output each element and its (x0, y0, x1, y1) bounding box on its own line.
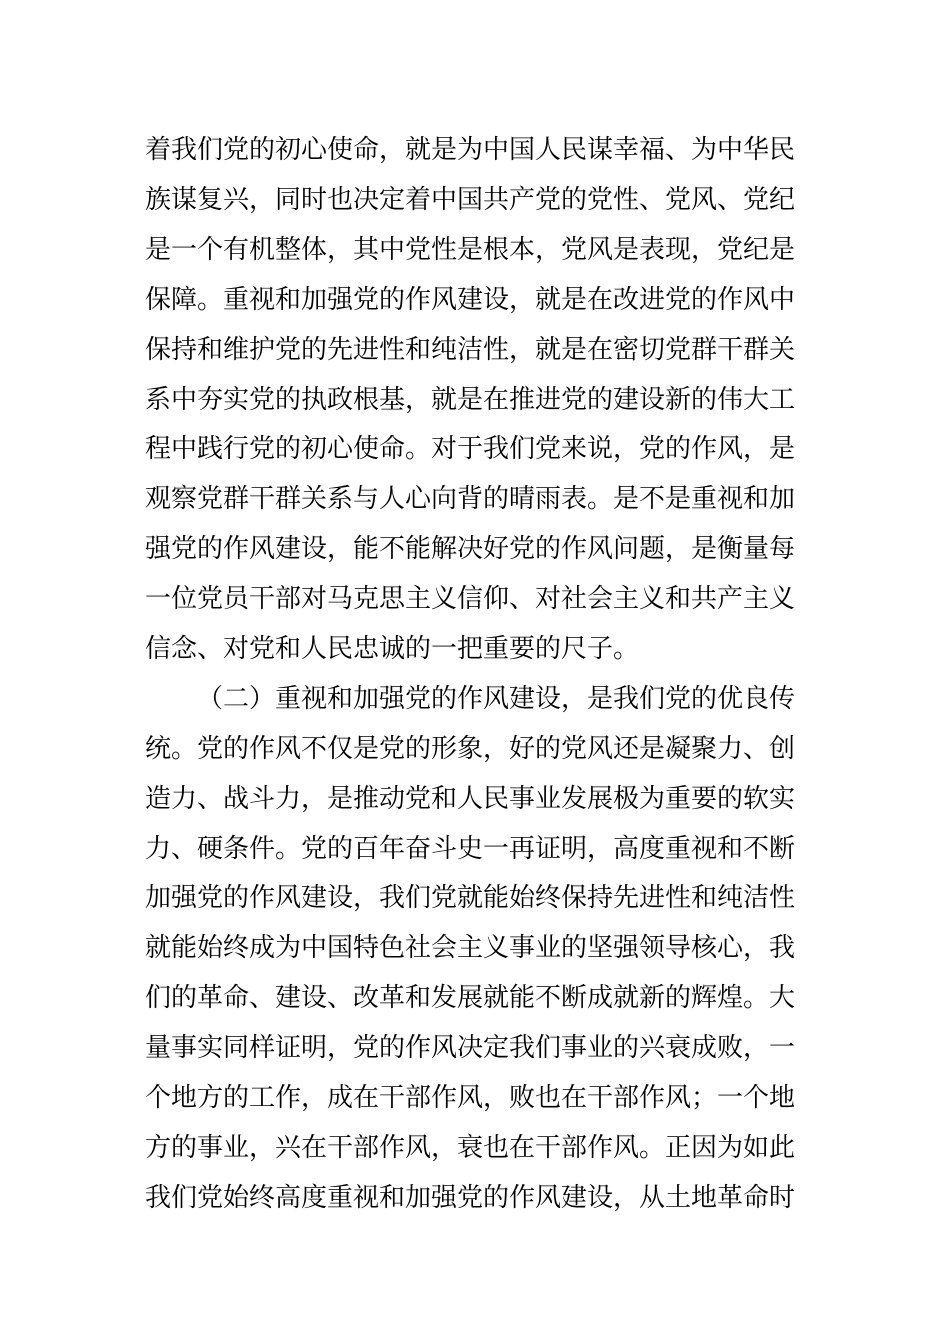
paragraph-line: 系中夯实党的执政根基，就是在推进党的建设新的伟大工 (145, 385, 796, 415)
paragraph-line: 力、硬条件。党的百年奋斗史一再证明，高度重视和不断 (145, 834, 796, 864)
paragraph-line: 就能始终成为中国特色社会主义事业的坚强领导核心，我 (145, 933, 796, 963)
paragraph-line: 程中践行党的初心使命。对于我们党来说，党的作风，是 (145, 434, 796, 464)
paragraph-line: 族谋复兴，同时也决定着中国共产党的党性、党风、党纪 (145, 185, 796, 215)
paragraph-line: （二）重视和加强党的作风建设，是我们党的优良传 (197, 684, 796, 714)
paragraph-line: 们的革命、建设、改革和发展就能不断成就新的辉煌。大 (145, 983, 796, 1013)
paragraph-line: 是一个有机整体，其中党性是根本，党风是表现，党纪是 (145, 235, 796, 265)
paragraph-line: 着我们党的初心使命，就是为中国人民谋幸福、为中华民 (145, 135, 796, 165)
paragraph-line: 个地方的工作，成在干部作风，败也在干部作风；一个地 (145, 1083, 796, 1113)
paragraph-line: 造力、战斗力，是推动党和人民事业发展极为重要的软实 (145, 784, 796, 814)
paragraph-line: 观察党群干群关系与人心向背的晴雨表。是不是重视和加 (145, 484, 796, 514)
paragraph-line: 统。党的作风不仅是党的形象，好的党风还是凝聚力、创 (145, 734, 796, 764)
paragraph-line: 我们党始终高度重视和加强党的作风建设，从土地革命时 (145, 1183, 796, 1213)
paragraph-line: 保持和维护党的先进性和纯洁性，就是在密切党群干群关 (145, 335, 796, 365)
paragraph-line: 强党的作风建设，能不能解决好党的作风问题，是衡量每 (145, 534, 796, 564)
paragraph-line: 方的事业，兴在干部作风，衰也在干部作风。正因为如此 (145, 1133, 796, 1163)
paragraph-line: 量事实同样证明，党的作风决定我们事业的兴衰成败，一 (145, 1033, 796, 1063)
paragraph-line: 保障。重视和加强党的作风建设，就是在改进党的作风中 (145, 285, 796, 315)
paragraph-line: 加强党的作风建设，我们党就能始终保持先进性和纯洁性 (145, 883, 796, 913)
paragraph-line: 一位党员干部对马克思主义信仰、对社会主义和共产主义 (145, 584, 796, 614)
paragraph-line: 信念、对党和人民忠诚的一把重要的尺子。 (145, 634, 640, 664)
